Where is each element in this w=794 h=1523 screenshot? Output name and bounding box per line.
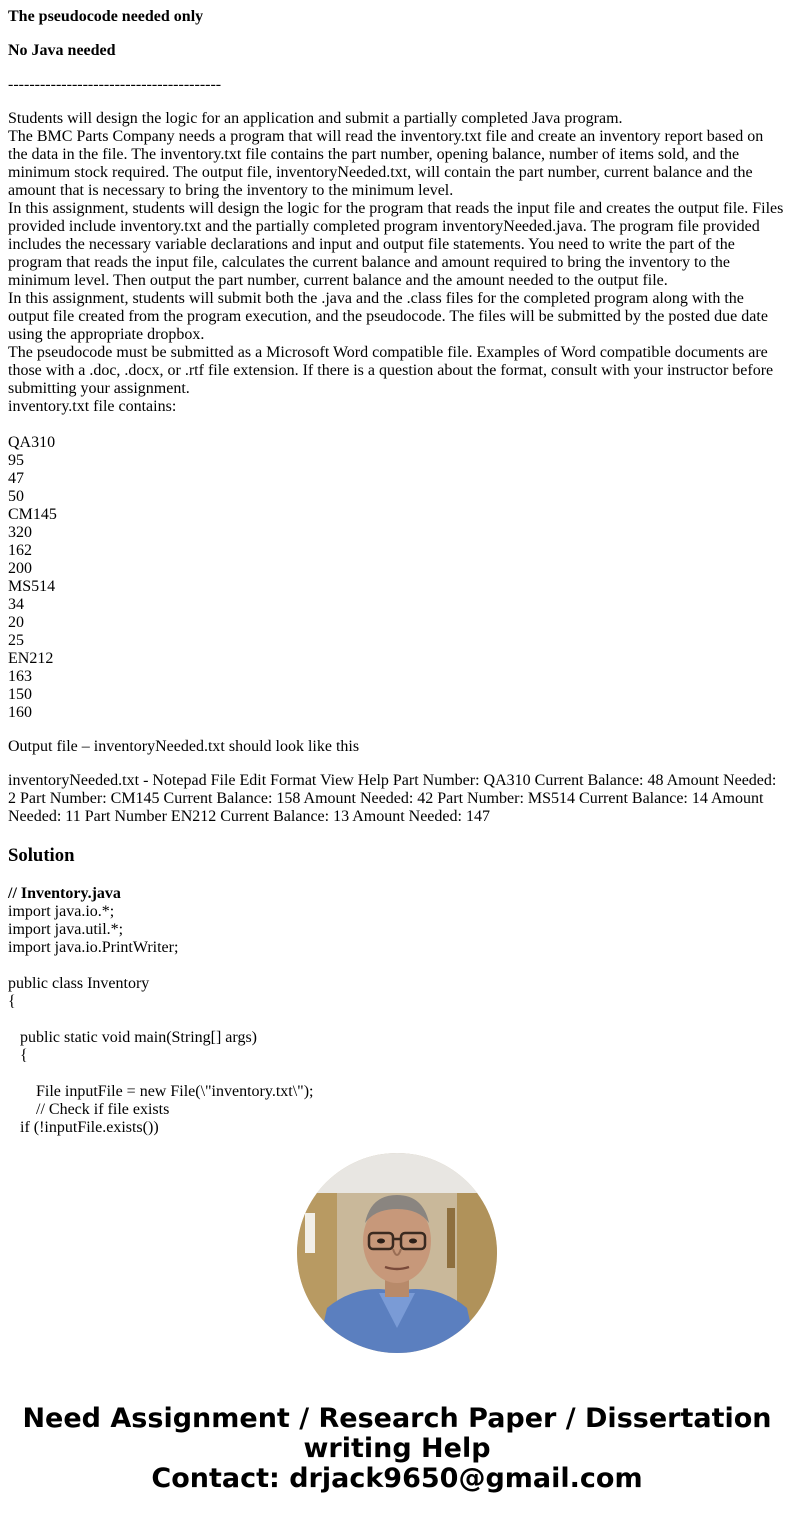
code-line: { <box>8 993 16 1010</box>
paragraph: inventory.txt file contains: <box>8 398 177 415</box>
inventory-line: 160 <box>8 704 32 721</box>
code-line: public static void main(String[] args) <box>8 1029 257 1046</box>
inventory-line: MS514 <box>8 578 56 595</box>
inventory-data-list <box>8 434 57 722</box>
subtitle-line: No Java needed <box>8 42 116 59</box>
paragraph: In this assignment, students will design the logic for the program that reads the input file and creates the output file. Files provided include inventory.txt and the partially completed program inventoryNeeded.java. The program file provided includes the necessary variable declarations and input and output file statements. You need to write the part of the program that reads the input file, calculates the current balance and amount required to bring the inventory to the minimum level. Then output the part number, current balance and the amount needed to the output file. <box>8 200 784 289</box>
paragraph: The pseudocode must be submitted as a Microsoft Word compatible file. Examples of Word compatible documents are those with a .doc, .docx, or .rtf file extension. If there is a question about the format, consult with your instructor before submitting your assignment. <box>8 344 774 397</box>
inventory-line: 162 <box>8 542 32 559</box>
inventory-line: 163 <box>8 668 32 685</box>
question-paragraphs <box>8 110 786 416</box>
separator-line: ---------------------------------------- <box>8 76 222 93</box>
output-file-label: Output file – inventoryNeeded.txt should look like this <box>8 738 360 755</box>
inventory-line: 34 <box>8 596 24 613</box>
code-line: // Check if file exists <box>8 1101 170 1118</box>
code-line: import java.io.PrintWriter; <box>8 939 179 956</box>
promo-contact: Contact: drjack9650@gmail.com <box>151 1463 643 1494</box>
inventory-line: 320 <box>8 524 32 541</box>
promo-line: writing Help <box>303 1433 491 1464</box>
inventory-line: QA310 <box>8 434 56 451</box>
inventory-line: 50 <box>8 488 24 505</box>
inventory-line: 95 <box>8 452 24 469</box>
solution-code <box>8 885 786 1137</box>
code-comment: // Inventory.java <box>8 885 121 902</box>
inventory-line: CM145 <box>8 506 57 523</box>
inventory-line: EN212 <box>8 650 54 667</box>
title-line: The pseudocode needed only <box>8 8 204 25</box>
code-line: public class Inventory <box>8 975 150 992</box>
solution-heading: Solution <box>8 845 75 866</box>
document-content <box>8 0 786 1136</box>
code-line <box>8 1011 786 1029</box>
inventory-line: 25 <box>8 632 24 649</box>
code-line <box>8 957 786 975</box>
paragraph: In this assignment, students will submit both the .java and the .class files for the completed program along with the output file created from the program execution, and the pseudocode. The files will be submitted by the posted due date using the appropriate dropbox. <box>8 290 768 343</box>
avatar-portrait <box>297 1153 497 1353</box>
code-line: import java.io.*; <box>8 903 115 920</box>
tutor-avatar <box>297 1153 497 1353</box>
code-line: if (!inputFile.exists()) <box>8 1119 159 1136</box>
code-line <box>8 1065 786 1083</box>
paragraph: The BMC Parts Company needs a program that will read the inventory.txt file and create an inventory report based on the data in the file. The inventory.txt file contains the part number, opening balance, number of items sold, and the minimum stock required. The output file, inventoryNeeded.txt, will contain the part number, current balance and the amount that is necessary to bring the inventory to the minimum level. <box>8 128 764 199</box>
inventory-line: 150 <box>8 686 32 703</box>
inventory-line: 20 <box>8 614 24 631</box>
promo-banner <box>0 1404 794 1494</box>
code-line: File inputFile = new File(\"inventory.txt\"); <box>8 1083 314 1100</box>
notepad-output-text: inventoryNeeded.txt - Notepad File Edit Format View Help Part Number: QA310 Current Balance: 48 Amount Needed: 2 Part Number: CM145 Current Balance: 158 Amount Needed: 42 Part Number: MS514 Current Balance: 14 Amount Needed: 11 Part Number EN212 Current Balance: 13 Amount Needed: 147 <box>8 772 777 825</box>
paragraph: Students will design the logic for an application and submit a partially completed Java program. <box>8 110 623 127</box>
inventory-line: 200 <box>8 560 32 577</box>
code-line: { <box>8 1047 28 1064</box>
promo-line: Need Assignment / Research Paper / Dissertation <box>22 1403 772 1434</box>
inventory-line: 47 <box>8 470 24 487</box>
code-line: import java.util.*; <box>8 921 124 938</box>
